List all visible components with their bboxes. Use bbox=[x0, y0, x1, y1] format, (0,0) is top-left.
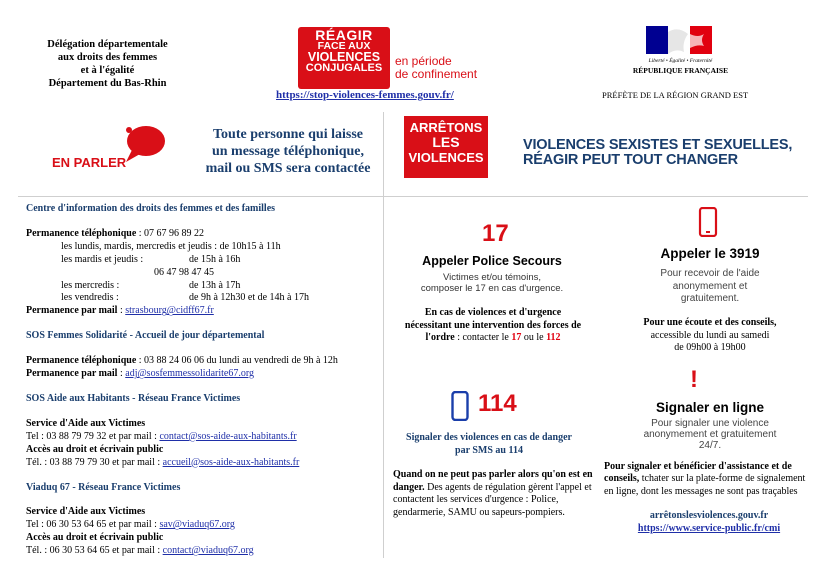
sos-aide-accueil-link[interactable]: accueil@sos-aide-aux-habitants.fr bbox=[162, 456, 300, 468]
marianne-logo bbox=[628, 22, 733, 82]
police-urgence: En cas de violences et d'urgence nécessitant une intervention des forces de l'ordre : contacter le 17 ou le 112 bbox=[404, 307, 582, 343]
arretons-site[interactable]: arrêtonslesviolences.gouv.fr bbox=[649, 510, 769, 521]
sms-number: 114 bbox=[478, 390, 517, 417]
cidff-phone: Permanence téléphonique : 07 67 96 89 22 bbox=[26, 227, 205, 239]
stop-violences-link[interactable]: https://stop-violences-femmes.gouv.fr/ bbox=[276, 89, 454, 101]
sos-aide-contact-link[interactable]: contact@sos-aide-aux-habitants.fr bbox=[159, 430, 297, 442]
3919-title: Appeler le 3919 bbox=[660, 246, 760, 261]
signaler-links bbox=[604, 510, 814, 535]
column-divider bbox=[383, 112, 384, 558]
republic-motto: Liberté • Égalité • Fraternité bbox=[648, 58, 713, 64]
contacts-list: Centre d'information des droits des femmes et des familles Permanence téléphonique : 07 67 96 89 22 les lundis, mardis, mercredis et jeudis : de 10h15 à 11h les mardis et jeudis : de 15h à 16h 06 47 98 47 45 les mercredis : de 13h à 17h les vendredis : de 9h à 12h30 et de 14h à 17h Permanence par mail : strasbourg@cidff67.fr SOS Femmes Solidarité - Accueil de jour départemental Permanence téléphonique : 03 88 24 06 06 du lundi au vendredi de 9h à 12h Permanence par mail : adj@sosfemmessolidarite67.org SOS Aide aux Habitants - Réseau France Victimes Service d'Aide aux Victimes Tel : 03 88 79 79 32 et par mail : contact@sos-aide-aux-habitants.fr Accès au droit et écrivain public Tél. : 03 88 79 79 30 et par mail : accueil@sos-aide-aux-habitants.fr Viaduq 67 - Réseau France Victimes Service d'Aide aux Victimes Tel : 06 30 53 64 65 et par mail : sav@viaduq67.org Accès au droit et écrivain public Tél. : 06 30 53 64 65 et par mail : contact@viaduq67.org bbox=[26, 203, 376, 558]
viaduq-title: Viaduq 67 - Réseau France Victimes bbox=[26, 481, 181, 493]
contact-notice: Toute personne qui laisse un message téléphonique, mail ou SMS sera contactée bbox=[205, 127, 371, 176]
mobile-phone-icon bbox=[698, 207, 718, 237]
reagir-logo: RÉAGIR FACE AUX VIOLENCES CONJUGALES bbox=[298, 27, 390, 89]
signaler-text: Pour signaler et bénéficier d'assistance et de conseils, tchater sur la plate-forme de signalement en ligne, dont les messages ne sont pas traçables bbox=[604, 461, 806, 497]
sms-description: Quand on ne peut pas parler alors qu'on est en danger. Des agents de régulation gèrent l'appel et contactent les services d'urgence : Police, gendarmerie, SAMU ou sapeurs-pompiers. bbox=[393, 469, 593, 518]
viaduq-sav-link[interactable]: sav@viaduq67.org bbox=[159, 519, 235, 531]
periode-confinement: en période de confinement bbox=[395, 54, 478, 81]
section-divider bbox=[18, 196, 808, 197]
smartphone-icon bbox=[451, 391, 469, 421]
cidff-title: Centre d'information des droits des femmes et des familles bbox=[26, 203, 276, 214]
sos-femmes-mail-link[interactable]: adj@sosfemmessolidarite67.org bbox=[125, 368, 254, 380]
prefete-label: PRÉFÈTE DE LA RÉGION GRAND EST bbox=[602, 90, 749, 100]
cidff-mail-link[interactable]: strasbourg@cidff67.fr bbox=[125, 305, 214, 317]
police-description: Victimes et/ou témoins, composer le 17 en cas d'urgence. bbox=[420, 272, 564, 294]
en-parler-label: EN PARLER bbox=[52, 155, 127, 170]
republique-francaise: RÉPUBLIQUE FRANÇAISE bbox=[632, 66, 729, 75]
3919-description: Pour recevoir de l'aide anonymement et gratuitement. bbox=[660, 268, 760, 304]
delegation-title: Délégation départementale aux droits des femmes et à l'égalité Département du Bas-Rhin bbox=[47, 39, 168, 89]
sms-title: Signaler des violences en cas de danger par SMS au 114 bbox=[406, 432, 572, 456]
viaduq-contact-link[interactable]: contact@viaduq67.org bbox=[162, 545, 254, 557]
arretons-logo: ARRÊTONS LES VIOLENCES bbox=[404, 116, 488, 178]
3919-hours: Pour une écoute et des conseils, accessible du lundi au samedi de 09h00 à 19h00 bbox=[643, 317, 777, 353]
signaler-title: Signaler en ligne bbox=[655, 400, 765, 415]
service-public-link[interactable]: https://www.service-public.fr/cmi bbox=[637, 522, 781, 534]
cidff-mail: Permanence par mail : strasbourg@cidff67.fr bbox=[26, 305, 214, 317]
police-title: Appeler Police Secours bbox=[422, 254, 562, 268]
speech-bubble-icon bbox=[122, 124, 166, 164]
sos-femmes-title: SOS Femmes Solidarité - Accueil de jour départemental bbox=[26, 330, 265, 342]
police-number: 17 bbox=[482, 220, 509, 247]
signaler-description: Pour signaler une violence anonymement et gratuitement 24/7. bbox=[643, 418, 777, 451]
vss-slogan: VIOLENCES SEXISTES ET SEXUELLES, RÉAGIR PEUT TOUT CHANGER bbox=[523, 137, 793, 168]
exclamation-icon: ! bbox=[690, 366, 698, 393]
sos-aide-title: SOS Aide aux Habitants - Réseau France Victimes bbox=[26, 392, 241, 404]
